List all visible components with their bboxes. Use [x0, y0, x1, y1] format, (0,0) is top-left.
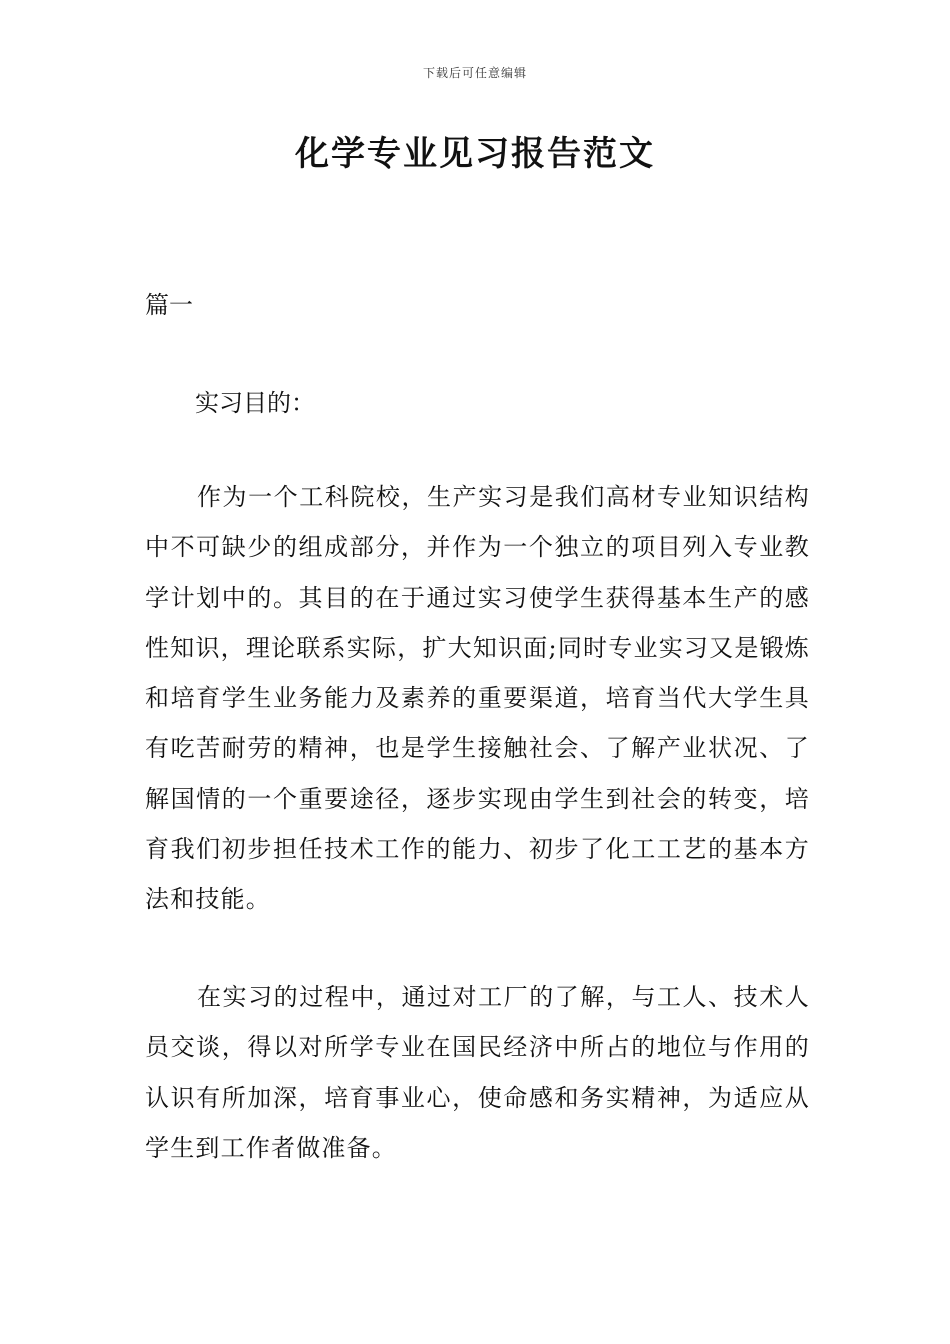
header-note: 下载后可任意编辑	[422, 66, 527, 80]
section-label: 篇一	[145, 291, 193, 319]
paragraph-1: 作为一个工科院校，生产实习是我们高材专业知识结构中不可缺少的组成部分，并作为一个独立的项目列入专业教学计划中的。其目的在于通过实习使学生获得基本生产的感性知识，理论联系实际，扩大知识面;同时专业实习又是锻炼和培育学生业务能力及素养的重要渠道，培育当代大学生具有吃苦耐劳的精神，也是学生接触社会、了解产业状况、了解国情的一个重要途径，逐步实现由学生到社会的转变，培育我们初步担任技术工作的能力、初步了化工工艺的基本方法和技能。	[145, 483, 810, 914]
page-title: 化学专业见习报告范文	[295, 134, 655, 174]
subheading-purpose: 实习目的：	[195, 389, 315, 417]
paragraph-2: 在实习的过程中，通过对工厂的了解，与工人、技术人员交谈，得以对所学专业在国民经济中所占的地位与作用的认识有所加深，培育事业心，使命感和务实精神，为适应从学生到工作者做准备。	[145, 983, 810, 1162]
